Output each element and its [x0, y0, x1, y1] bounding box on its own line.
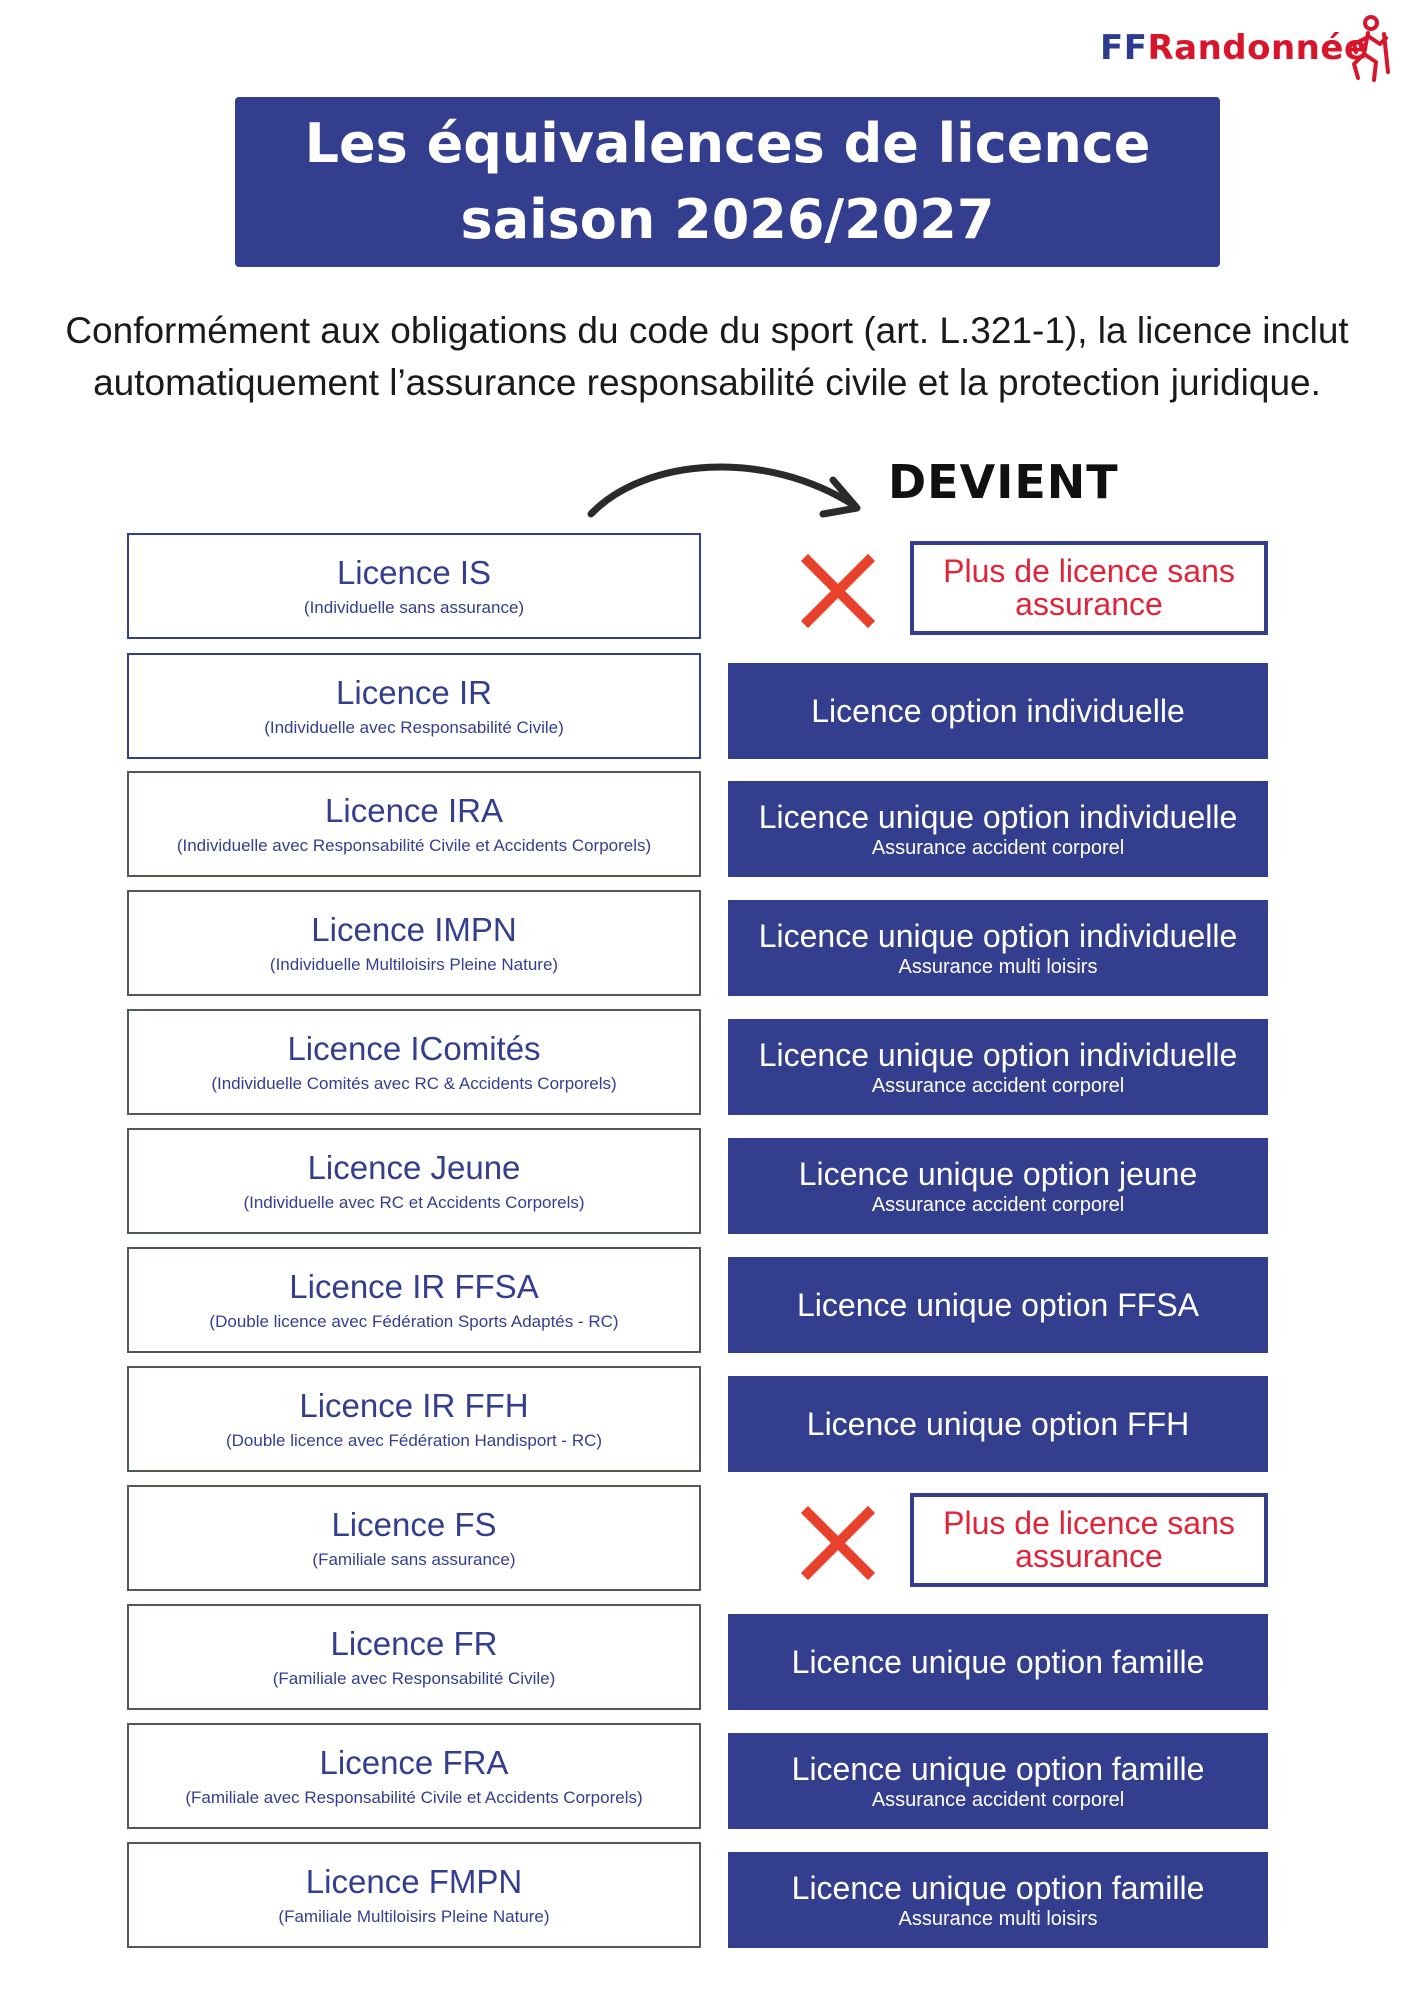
red-cross-icon	[800, 1505, 876, 1581]
hiker-icon	[1346, 14, 1392, 86]
new-licence-subtitle: Assurance multi loisirs	[898, 956, 1098, 978]
old-licence-title: Licence FMPN	[305, 1862, 523, 1900]
old-licence-title: Licence Jeune	[307, 1148, 521, 1186]
new-licence-box	[728, 781, 1268, 877]
old-licence-subtitle: (Double licence avec Fédération Handisport - RC)	[225, 1430, 603, 1450]
red-cross-icon	[800, 553, 876, 629]
old-licence-title: Licence IComités	[287, 1029, 541, 1067]
old-licence-subtitle: (Familiale Multiloisirs Pleine Nature)	[278, 1906, 550, 1926]
new-licence-title: Plus de licence sans assurance	[943, 553, 1235, 622]
title-line-1: Les équivalences de licence	[304, 112, 1151, 175]
new-licence-subtitle: Assurance accident corporel	[871, 1194, 1125, 1216]
old-licence-title: Licence IS	[336, 553, 492, 591]
old-licence-subtitle: (Individuelle avec Responsabilité Civile)	[264, 717, 564, 737]
old-licence-box	[127, 1009, 701, 1115]
old-licence-subtitle: (Individuelle avec Responsabilité Civile et Accidents Corporels)	[176, 835, 652, 855]
new-licence-box	[728, 1138, 1268, 1234]
new-licence-box	[728, 1019, 1268, 1115]
new-licence-box	[728, 1376, 1268, 1472]
old-licence-subtitle: (Individuelle Multiloisirs Pleine Nature)	[269, 954, 559, 974]
new-licence-box	[728, 1852, 1268, 1948]
old-licence-title: Licence IR	[336, 673, 492, 711]
new-licence-box	[728, 900, 1268, 996]
old-licence-subtitle: (Familiale avec Responsabilité Civile)	[272, 1668, 556, 1688]
new-licence-subtitle: Assurance accident corporel	[871, 1789, 1125, 1811]
old-licence-box	[127, 1485, 701, 1591]
old-licence-subtitle: (Familiale sans assurance)	[312, 1549, 516, 1569]
old-licence-box	[127, 1366, 701, 1472]
title-line-2: saison 2026/2027	[460, 188, 995, 251]
devient-label: DEVIENT	[888, 455, 1119, 509]
old-licence-box	[127, 653, 701, 759]
old-licence-box	[127, 1723, 701, 1829]
old-licence-subtitle: (Individuelle sans assurance)	[303, 597, 525, 617]
new-licence-box	[728, 1257, 1268, 1353]
no-uninsured-licence-box	[910, 1493, 1268, 1587]
new-licence-subtitle: Assurance accident corporel	[871, 1075, 1125, 1097]
logo-name: Randonnée	[1147, 28, 1368, 68]
new-licence-title: Licence unique option individuelle	[758, 1037, 1238, 1073]
title-banner	[235, 97, 1220, 267]
new-licence-title: Licence unique option FFH	[806, 1406, 1190, 1442]
new-licence-title: Licence option individuelle	[811, 693, 1185, 729]
old-licence-subtitle: (Individuelle avec RC et Accidents Corporels)	[243, 1192, 585, 1212]
new-licence-box	[728, 1733, 1268, 1829]
new-licence-title: Licence unique option individuelle	[758, 799, 1238, 835]
curved-arrow-icon	[585, 448, 875, 520]
new-licence-title: Plus de licence sans assurance	[943, 1505, 1235, 1574]
old-licence-box	[127, 1247, 701, 1353]
intro-text	[20, 305, 1394, 409]
logo-wordmark	[1100, 28, 1368, 68]
old-licence-title: Licence FS	[331, 1505, 497, 1543]
old-licence-title: Licence IRA	[325, 791, 503, 829]
old-licence-box	[127, 890, 701, 996]
intro-line-2: automatiquement l’assurance responsabilité civile et la protection juridique.	[93, 362, 1321, 403]
old-licence-box	[127, 771, 701, 877]
old-licence-subtitle: (Individuelle Comités avec RC & Accidents Corporels)	[211, 1073, 617, 1093]
no-uninsured-licence-box	[910, 541, 1268, 635]
intro-line-1: Conformément aux obligations du code du sport (art. L.321-1), la licence inclut	[65, 310, 1349, 351]
old-licence-title: Licence IR FFH	[299, 1386, 529, 1424]
old-licence-subtitle: (Familiale avec Responsabilité Civile et Accidents Corporels)	[185, 1787, 643, 1807]
new-licence-subtitle: Assurance multi loisirs	[898, 1908, 1098, 1930]
old-licence-box	[127, 1604, 701, 1710]
old-licence-subtitle: (Double licence avec Fédération Sports Adaptés - RC)	[209, 1311, 619, 1331]
old-licence-title: Licence IMPN	[311, 910, 517, 948]
old-licence-title: Licence IR FFSA	[289, 1267, 539, 1305]
old-licence-box	[127, 1842, 701, 1948]
old-licence-box	[127, 533, 701, 639]
new-licence-box	[728, 1614, 1268, 1710]
new-licence-subtitle: Assurance accident corporel	[871, 837, 1125, 859]
ffrandonnee-logo	[1100, 14, 1396, 86]
new-licence-title: Licence unique option jeune	[798, 1156, 1198, 1192]
new-licence-title: Licence unique option famille	[791, 1644, 1205, 1680]
new-licence-title: Licence unique option famille	[791, 1870, 1205, 1906]
new-licence-title: Licence unique option FFSA	[796, 1287, 1200, 1323]
logo-ff: FF	[1100, 28, 1148, 68]
old-licence-box	[127, 1128, 701, 1234]
old-licence-title: Licence FR	[330, 1624, 498, 1662]
new-licence-title: Licence unique option individuelle	[758, 918, 1238, 954]
new-licence-box	[728, 663, 1268, 759]
old-licence-title: Licence FRA	[319, 1743, 509, 1781]
new-licence-title: Licence unique option famille	[791, 1751, 1205, 1787]
